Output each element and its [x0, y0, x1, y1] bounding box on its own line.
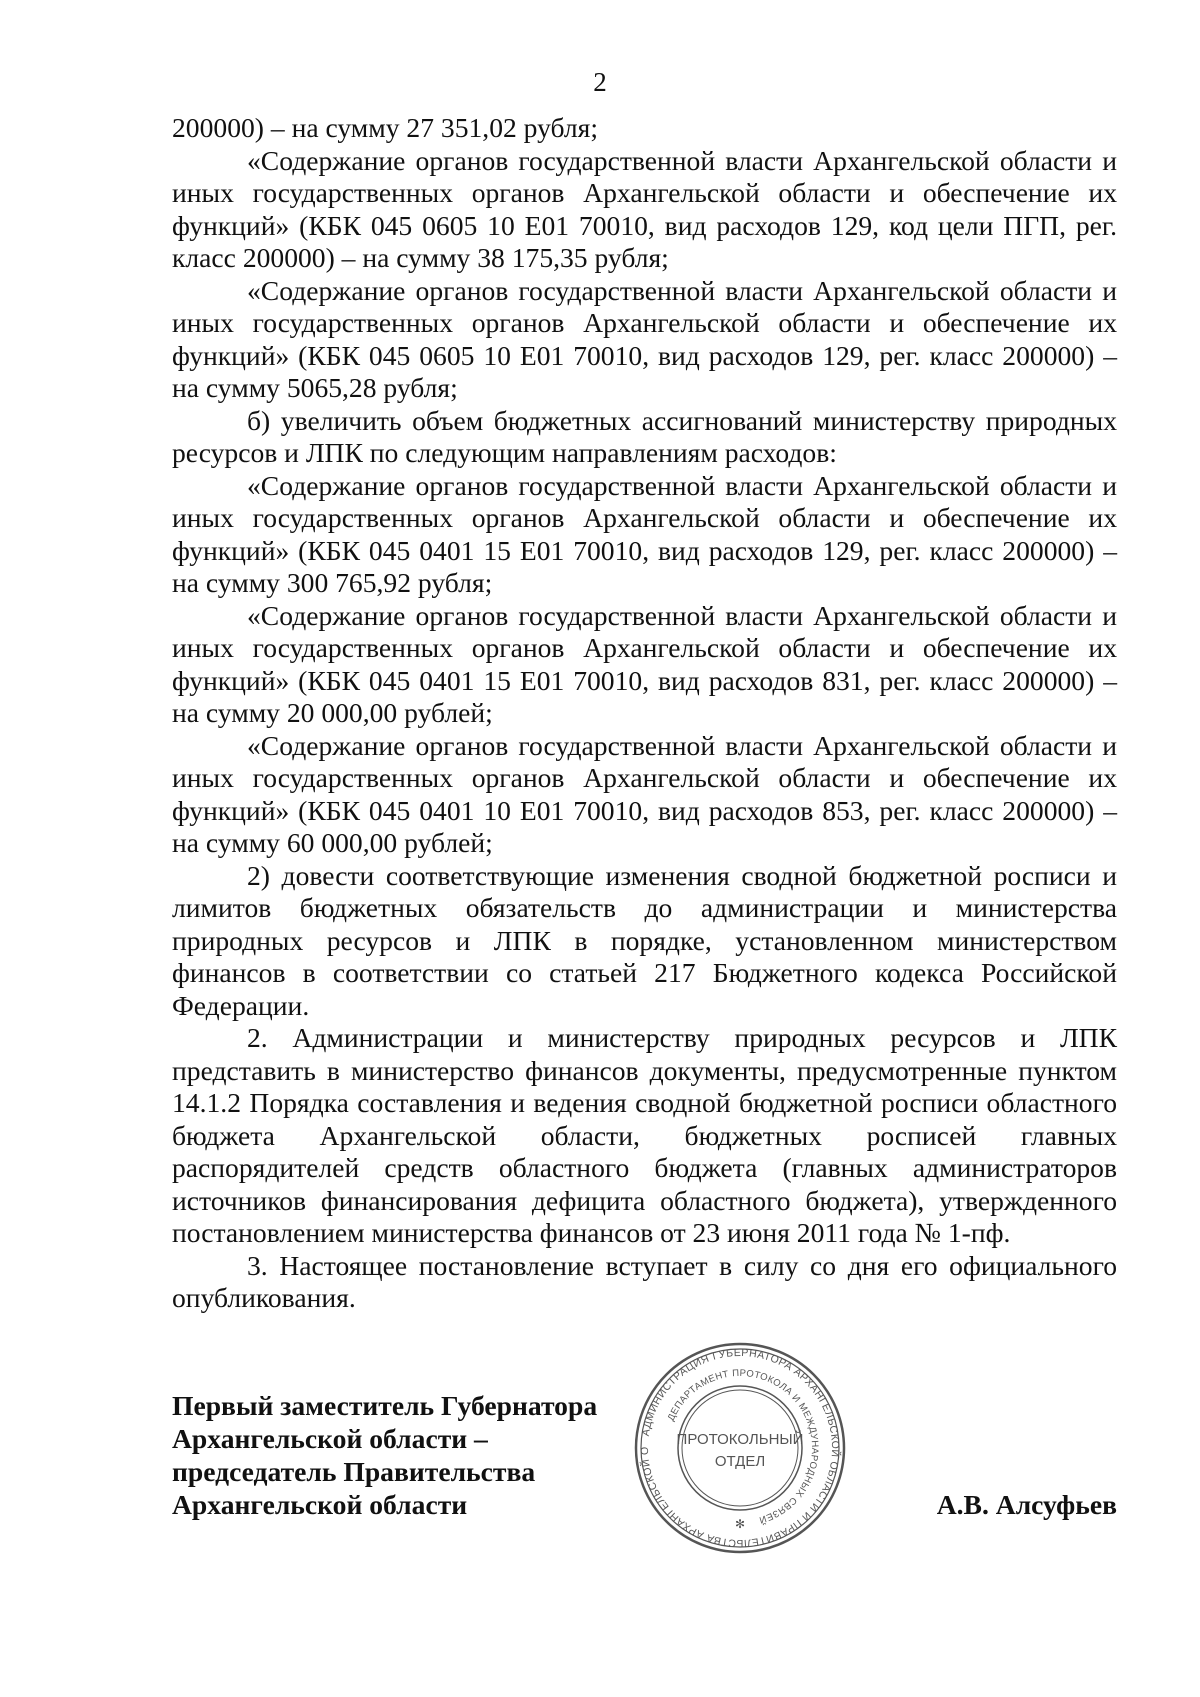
document-body	[172, 112, 1117, 1315]
signatory-title-line: Первый заместитель Губернатора	[172, 1390, 598, 1421]
paragraph: «Содержание органов государственной власти Архангельской области и иных государственных органов Архангельской области и обеспечение их функций» (КБК 045 0401 15 Е01 70010, вид расходов 129, рег. класс 200000) – на сумму 300 765,92 рубля;	[172, 469, 1117, 598]
page-number: 2	[593, 67, 607, 97]
signatory-name: А.В. Алсуфьев	[936, 1489, 1117, 1520]
paragraph: 200000) – на сумму 27 351,02 рубля;	[172, 112, 599, 143]
paragraph: «Содержание органов государственной власти Архангельской области и иных государственных органов Архангельской области и обеспечение их функций» (КБК 045 0605 10 Е01 70010, вид расходов 129, код цели ПГП, рег. класс 200000) – на сумму 38 175,35 рубля;	[172, 144, 1117, 273]
stamp-outer-text: АДМИНИСТРАЦИЯ ГУБЕРНАТОРА АРХАНГЕЛЬСКОЙ ОБЛАСТИ И ПРАВИТЕЛЬСТВА АРХАНГЕЛЬСКОЙ О	[638, 1346, 842, 1550]
stamp-inner-text: ДЕПАРТАМЕНТ ПРОТОКОЛА И МЕЖДУНАРОДНЫХ СВЯЗЕЙ	[665, 1367, 821, 1526]
signatory-title	[172, 1389, 642, 1521]
stamp-seal-icon	[630, 1338, 850, 1558]
paragraph: 2) довести соответствующие изменения сводной бюджетной росписи и лимитов бюджетных обязательств до администрации и министерства природных ресурсов и ЛПК в порядке, установленном министерством финансов в соответствии со статьей 217 Бюджетного кодекса Российской Федерации.	[172, 859, 1117, 1021]
paragraph: «Содержание органов государственной власти Архангельской области и иных государственных органов Архангельской области и обеспечение их функций» (КБК 045 0401 15 Е01 70010, вид расходов 831, рег. класс 200000) – на сумму 20 000,00 рублей;	[172, 599, 1117, 728]
paragraph: б) увеличить объем бюджетных ассигнований министерству природных ресурсов и ЛПК по следующим направлениям расходов:	[172, 404, 1117, 468]
signatory-title-line: Архангельской области –	[172, 1423, 488, 1454]
paragraph: «Содержание органов государственной власти Архангельской области и иных государственных органов Архангельской области и обеспечение их функций» (КБК 045 0401 10 Е01 70010, вид расходов 853, рег. класс 200000) – на сумму 60 000,00 рублей;	[172, 729, 1117, 858]
signatory-title-line: председатель Правительства	[172, 1456, 536, 1487]
stamp-center-line: ОТДЕЛ	[714, 1453, 766, 1470]
signatory-title-line: Архангельской области	[172, 1489, 468, 1520]
paragraph: «Содержание органов государственной власти Архангельской области и иных государственных органов Архангельской области и обеспечение их функций» (КБК 045 0605 10 Е01 70010, вид расходов 129, рег. класс 200000) – на сумму 5065,28 рубля;	[172, 274, 1117, 403]
stamp-center-line: ПРОТОКОЛЬНЫЙ	[676, 1431, 804, 1448]
official-stamp	[630, 1338, 850, 1558]
stamp-star-icon: ✻	[734, 1517, 746, 1531]
paragraph: 2. Администрации и министерству природных ресурсов и ЛПК представить в министерство финансов документы, предусмотренные пунктом 14.1.2 Порядка составления и ведения сводной бюджетной росписи областного бюджета Архангельской области, бюджетных росписей главных распорядителей средств областного бюджета (главных администраторов источников финансирования дефицита областного бюджета), утвержденного постановлением министерства финансов от 23 июня 2011 года № 1-пф.	[172, 1022, 1117, 1248]
paragraph: 3. Настоящее постановление вступает в силу со дня его официального опубликования.	[172, 1249, 1117, 1313]
